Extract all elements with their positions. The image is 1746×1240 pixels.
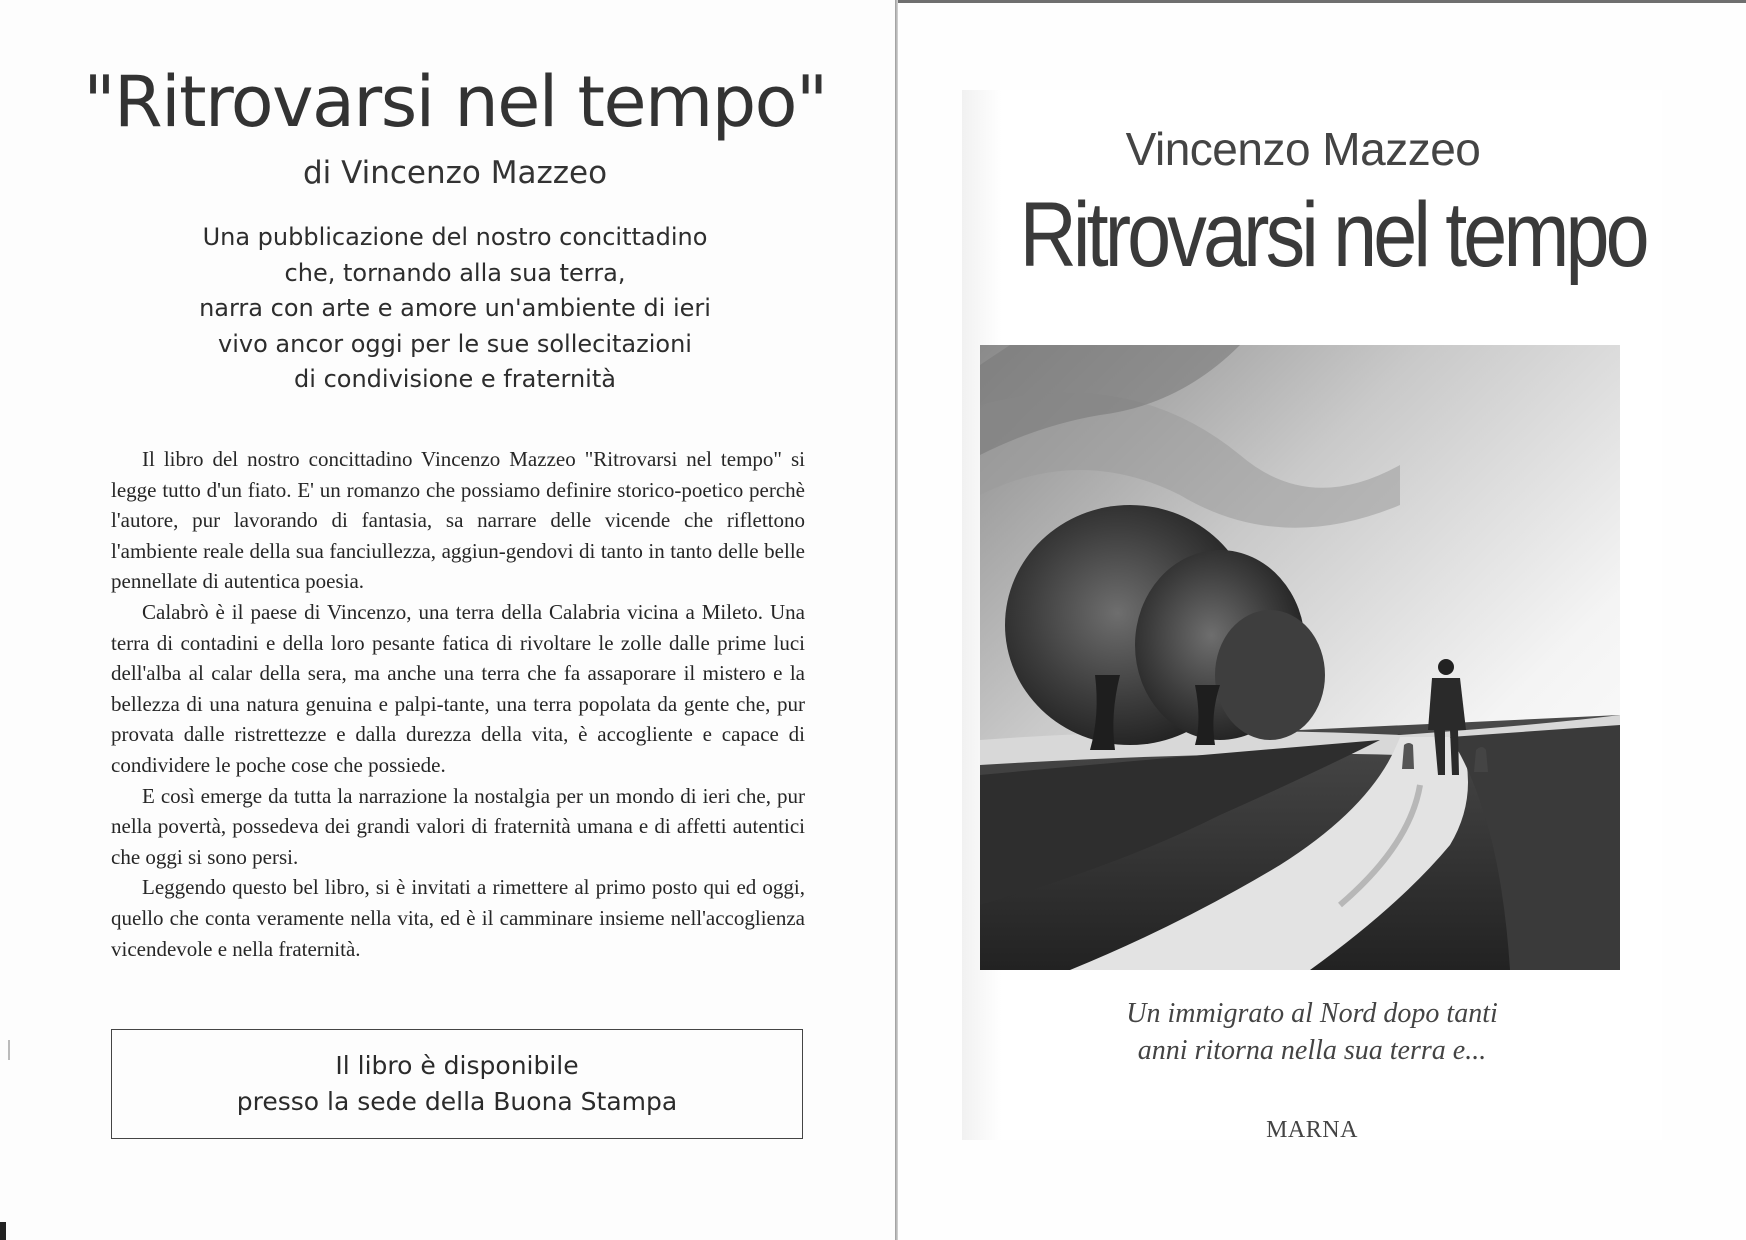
article-byline: di Vincenzo Mazzeo — [302, 155, 608, 191]
cover-publisher: MARNA — [1266, 1117, 1358, 1143]
subtitle-line: che, tornando alla sua terra, — [284, 258, 626, 287]
tagline-line: anni ritorna nella sua terra e... — [1137, 1035, 1487, 1066]
cover-author: Vincenzo Mazzeo — [1125, 123, 1481, 175]
article-body — [111, 444, 805, 964]
cover-photo — [980, 345, 1620, 970]
scan-edge-tick — [8, 1040, 10, 1060]
subtitle-line: narra con arte e amore un'ambiente di ieri — [199, 294, 711, 322]
article-paragraph: Calabrò è il paese di Vincenzo, una terra della Calabria vicina a Mileto. Una terra di contadini e della loro pesante fatica di rivoltare le zolle dalle prime luci dell'alba al calar della sera, ma anche una terra che fa assaporare il mistero e la bellezza di una natura genuina e palpi-tante, una terra popolata da gente che, pur provata dalle ristrettezze e dalla durezza della vita, è accogliente e capace di condividere le poche cose che possiede. — [111, 599, 805, 777]
article-paragraph: E così emerge da tutta la narrazione la nostalgia per un mondo di ieri che, pur nella povertà, possedeva dei grandi valori di fraternità umana e di affetti autentici che oggi si sono persi. — [111, 783, 805, 869]
scan-edge-mark — [0, 1222, 6, 1240]
subtitle-line: vivo ancor oggi per le sue sollecitazioni — [218, 329, 692, 358]
page-top-edge — [898, 0, 1746, 3]
article-paragraph: Il libro del nostro concittadino Vincenzo Mazzeo "Ritrovarsi nel tempo" si legge tutto d'un fiato. E' un romanzo che possiamo definire storico-poetico perchè l'autore, pur lavorando di fantasia, sa narrare delle vicende che riflettono l'ambiente reale della sua fanciullezza, aggiun-gendovi di tanto in tanto delle belle pennellate di autentica poesia. — [111, 447, 805, 594]
article-paragraph: Leggendo questo bel libro, si è invitati a rimettere al primo posto qui ed oggi, quello che conta veramente nella vita, ed è il camminare insieme nell'accoglienza vicendevole e nella fraternità. — [111, 875, 805, 961]
article-subtitle — [110, 220, 800, 398]
subtitle-line: di condivisione e fraternità — [294, 365, 616, 393]
book-cover — [962, 90, 1662, 1143]
article-title: "Ritrovarsi nel tempo" — [83, 61, 827, 143]
availability-line: Il libro è disponibile — [335, 1051, 579, 1080]
subtitle-line: Una pubblicazione del nostro concittadino — [202, 223, 708, 251]
tagline-line: Un immigrato al Nord dopo tanti — [1126, 998, 1498, 1029]
availability-notice — [111, 1029, 803, 1139]
cover-tagline — [1042, 995, 1582, 1069]
availability-line: presso la sede della Buona Stampa — [236, 1087, 678, 1116]
cover-title: Ritrovarsi nel tempo — [1019, 184, 1646, 286]
